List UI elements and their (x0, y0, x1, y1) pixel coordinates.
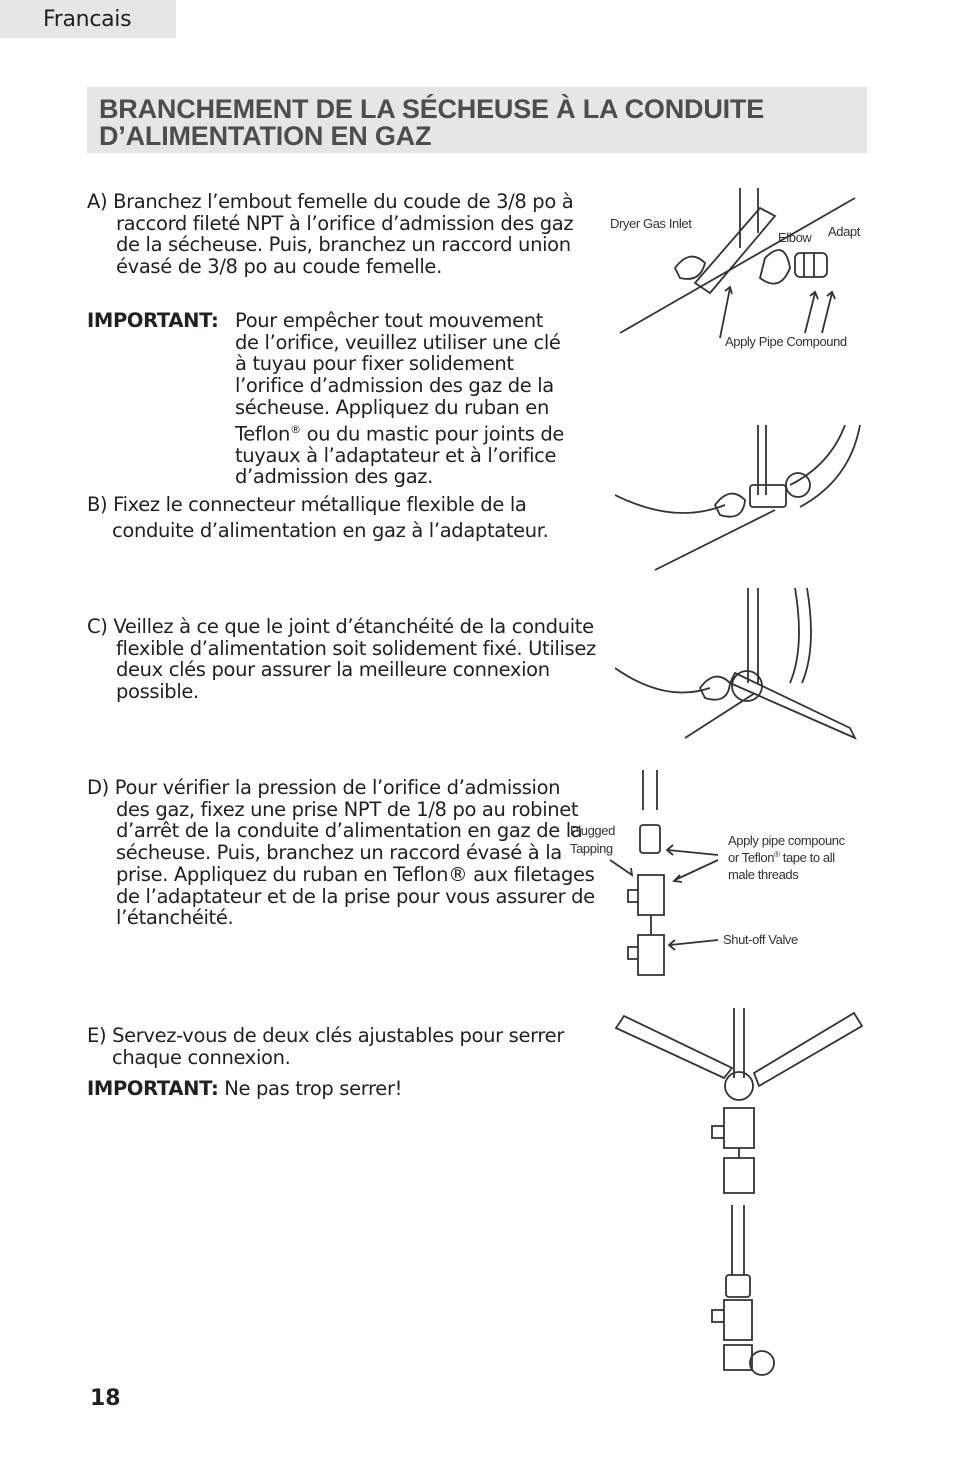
important-e-text: Ne pas trop serrer! (224, 1077, 403, 1100)
label-apply-line2-sup: ® (774, 850, 780, 859)
step-c-text: C) Veillez à ce que le joint d’étanchéité de la conduite flexible d’alimentation soit solidement fixé. Utilisez deux clés pour assurer la meilleure connexion possible. (87, 615, 596, 704)
label-tapping: Tapping (570, 841, 613, 856)
label-apply-line2-pre: or Teflon (728, 850, 775, 865)
step-b-text: B) Fixez le connecteur métallique flexible de la conduite d’alimentation en gaz à l’adaptateur. (87, 493, 549, 542)
label-apply-line2-post: tape to all (779, 850, 835, 865)
label-adapter: Adapt (828, 224, 860, 239)
label-dryer-gas-inlet: Dryer Gas Inlet (610, 216, 692, 231)
important-e-label: IMPORTANT: (87, 1077, 219, 1100)
figure-flexible-connector (615, 425, 865, 575)
figure-gas-inlet-connection (600, 188, 870, 358)
label-plugged: Plugged (570, 823, 615, 838)
label-shutoff-valve: Shut-off Valve (723, 932, 798, 947)
label-apply-compound-line2 (728, 850, 835, 865)
important-a-label: IMPORTANT: (87, 309, 219, 332)
label-apply-compound-line3: male threads (728, 867, 799, 882)
figure-final-assembly (700, 1205, 790, 1380)
page-number: 18 (90, 1386, 121, 1411)
important-a-body (235, 310, 565, 488)
label-apply-compound-line1: Apply pipe compounc (728, 833, 845, 848)
section-title (99, 96, 867, 150)
language-tab: Francais (0, 0, 176, 38)
figure-plugged-tapping (570, 765, 870, 990)
section-title-line2: D’ALIMENTATION EN GAZ (99, 121, 432, 151)
important-e-block (87, 1078, 402, 1100)
step-a-text: A) Branchez l’embout femelle du coude de 3/8 po à raccord fileté NPT à l’orifice d’admission des gaz de la sécheuse. Puis, branchez un raccord union évasé de 3/8 po au coude femelle. (87, 190, 574, 279)
label-apply-pipe-compound: Apply Pipe Compound (725, 334, 847, 349)
section-title-bar (87, 87, 867, 153)
step-d-text: D) Pour vérifier la pression de l’orifice d’admission des gaz, fixez une prise NPT de 1/8 po au robinet d’arrêt de la conduite d’alimentation en gaz de la sécheuse. Puis, branchez un raccord évasé à la prise. Appliquez du ruban en Teflon® aux filetages de l’adaptateur et de la prise pour vous assurer de l’étanchéité. (87, 776, 595, 930)
important-a-block (87, 309, 567, 489)
important-a-part1: Pour empêcher tout mouvement de l’orifice, veuillez utiliser une clé à tuyau pour fixer solidement l’orifice d’admission des gaz de la sécheuse. Appliquez du ruban en Teflon (235, 309, 561, 446)
label-elbow: Elbow (778, 230, 812, 245)
step-e-text: E) Servez-vous de deux clés ajustables pour serrer chaque connexion. (87, 1024, 564, 1069)
figure-wrench-connection (615, 588, 865, 743)
figure-two-wrenches (614, 1008, 864, 1198)
section-title-line1: BRANCHEMENT DE LA SÉCHEUSE À LA CONDUITE (99, 94, 765, 124)
important-a-part2: ou du mastic pour joints de tuyaux à l’adaptateur et à l’orifice d’admission des gaz. (235, 422, 565, 489)
registered-mark: ® (290, 422, 301, 436)
